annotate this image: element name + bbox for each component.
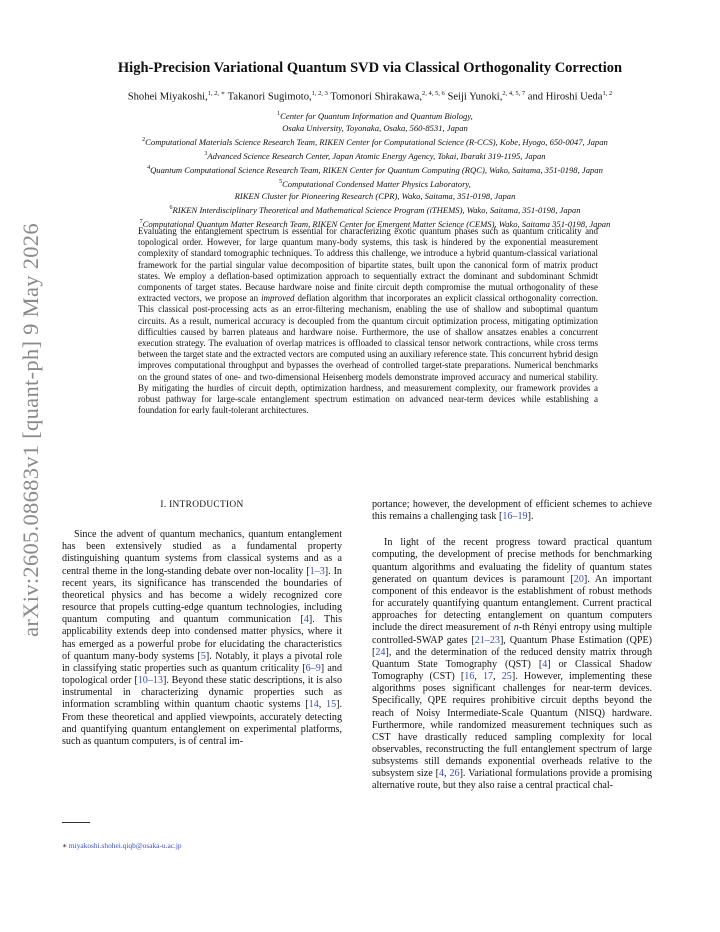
citation-link[interactable]: 26 bbox=[449, 768, 460, 780]
affiliation-line bbox=[55, 108, 695, 122]
paragraph-text: ]. An important component of this endeavor is the establishment of robust methods for accurately quantifying quantum entanglement. Current practical approaches for detecting entanglement on quantum computers include the direct measurement of bbox=[372, 573, 652, 634]
author-affil-sup: 1, 2 bbox=[602, 90, 613, 97]
paragraph-text: ]. Beyond these static descriptions, it is also instrumental in characterizing dynamic properties such as information scrambling within quantum chaotic systems [ bbox=[62, 675, 342, 711]
paragraph-text: , bbox=[474, 671, 483, 683]
citation-link[interactable]: 15 bbox=[326, 699, 337, 711]
affiliation-number: 3 bbox=[204, 151, 208, 157]
affiliation-number: 5 bbox=[279, 178, 283, 185]
citation-link[interactable]: 6–9 bbox=[305, 662, 321, 674]
intro-paragraph bbox=[372, 499, 652, 523]
paragraph-text: , bbox=[493, 671, 502, 683]
affiliation-text: Osaka University, Toyonaka, Osaka, 560-8531, Japan bbox=[282, 122, 468, 133]
paragraph-text: ], Quantum Phase Estimation (QPE) [ bbox=[372, 634, 652, 658]
affiliation-number: 7 bbox=[139, 218, 143, 225]
section-heading: I. INTRODUCTION bbox=[160, 500, 244, 510]
affiliation-text: RIKEN Cluster for Pioneering Research (CPR), Wako, Saitama, 351-0198, Japan bbox=[234, 190, 516, 201]
author-name: Seiji Yunoki, bbox=[447, 91, 503, 103]
citation-link[interactable]: 1–3 bbox=[309, 565, 325, 577]
author-affil-sup: 1, 2, ∗ bbox=[207, 90, 226, 97]
arxiv-identifier: arXiv:2605.08683v1 [quant-ph] 9 May 2026 bbox=[18, 223, 43, 637]
citation-link[interactable]: 4 bbox=[438, 768, 445, 780]
affiliation-text: Computational Quantum Matter Research Team, RIKEN Center for Emergent Matter Science (CEMS), Wako, Saitama 351-0198, Japan bbox=[142, 218, 611, 229]
affiliation-text: RIKEN Interdisciplinary Theoretical and Mathematical Science Program (iTHEMS), Wako, Saitama, 351-0198, Japan bbox=[172, 204, 581, 215]
abstract-text: Evaluating the entanglement spectrum is essential for characterizing exotic quantum phases such as quantum criticality and topological order. However, for large quantum many-body systems, this task is hindered by the exponential measurement complexity of standard tomographic techniques. To address this challenge, we introduce a hybrid quantum-classical variational framework for the partial singular value decomposition of bipartite states, built upon the canonical form of matrix product states. We employ a deflation-based optimization approach to sequentially extract the dominant and subdominant Schmidt components of target states. Because hardware noise and finite circuit depth compromise the mutual orthogonality of these extracted vectors, we propose an bbox=[138, 226, 598, 304]
author-name: and Hiroshi Ueda bbox=[527, 91, 603, 103]
affiliation-text: Advanced Science Research Center, Japan Atomic Energy Agency, Tokai, Ibaraki 319-1195, Japan bbox=[207, 150, 546, 161]
arxiv-sidebar bbox=[6, 223, 56, 637]
affiliation-line bbox=[55, 176, 695, 190]
paragraph-text: ]. However, implementing these algorithms poses significant challenges for near-term devices. Specifically, QPE requires prohibitive circuit depths beyond the reach of Noisy Intermediate-Scale Quantum (NISQ) hardware. Furthermore, while randomized measurement techniques such as CST have drastically reduced sampling complexity for local observables, reconstructing the full entanglement spectrum of large subsystems still demands exponential overheads relative to the subsystem size [ bbox=[372, 671, 652, 780]
affiliation-line bbox=[55, 202, 695, 216]
author-name: Takanori Sugimoto, bbox=[227, 91, 312, 103]
author-list bbox=[50, 89, 690, 103]
paragraph-text: ] or Classical Shadow Tomography (CST) [ bbox=[372, 658, 652, 683]
footnote-rule bbox=[62, 822, 90, 823]
affiliation-number: 4 bbox=[147, 164, 151, 171]
paragraph-text: ]. bbox=[527, 511, 534, 523]
citation-link[interactable]: 16 bbox=[464, 671, 475, 683]
citation-link[interactable]: 10–13 bbox=[137, 675, 163, 687]
affiliation-line bbox=[55, 162, 695, 176]
paragraph-text: ]. Variational formulations provide a promising alternative route, but they also raise a central practical chal- bbox=[372, 768, 652, 792]
intro-paragraph bbox=[372, 537, 652, 792]
affiliation-text: Quantum Computational Science Research Team, RIKEN Center for Quantum Computing (RQC), Wako, Saitama, 351-0198, Japan bbox=[150, 164, 603, 175]
affiliation-number: 6 bbox=[169, 204, 173, 211]
paragraph-text: In light of the recent progress toward practical quantum computing, the development of precise methods for benchmarking quantum algorithms and evaluating the fidelity of quantum states generated on quantum devices is paramount [ bbox=[372, 537, 652, 585]
right-column bbox=[372, 499, 652, 793]
affiliation-text: Computational Materials Science Research Team, RIKEN Center for Computational Science (R-CCS), Kobe, Hyogo, 650-0047, Japan bbox=[145, 136, 608, 147]
abstract bbox=[138, 226, 598, 416]
citation-link[interactable]: 20 bbox=[573, 573, 584, 585]
affiliation-list bbox=[55, 108, 695, 230]
paragraph-text: -th Rényi entropy using multiple controlled-SWAP gates [ bbox=[372, 622, 652, 646]
paragraph-text: Since the advent of quantum mechanics, quantum entanglement has been extensively studied as a fundamental property distinguishing quantum systems from classical systems and as a central theme in the long-standing debate over non-locality [ bbox=[62, 529, 342, 577]
abstract-text: deflation algorithm that incorporates an explicit classical orthogonality correction. This classical post-processing acts as an error-filtering mechanism, enabling the use of shallow and suboptimal quantum circuits. As a result, numerical accuracy is decoupled from the quantum circuit optimization process, mitigating optimization difficulties caused by barren plateaus and hardware noise. Furthermore, the use of shallow ansatzes enables a concurrent execution strategy. The evaluation of overlap matrices is offloaded to classical tensor network contractions, while cross terms between the target state and the extracted vectors are computed using an auxiliary reference state. This concurrent hybrid design improves computational throughput and bypasses the overhead of controlled target-state preparations. Numerical benchmarks on the ground states of one- and two-dimensional Heisenberg models demonstrate improved accuracy and numerical stability. By mitigating the hurdles of circuit depth, optimization hardness, and measurement complexity, our framework provides a robust pathway for large-scale entanglement spectrum estimation on advanced near-term devices while establishing a foundation for early fault-tolerant architectures. bbox=[138, 293, 598, 416]
citation-link[interactable]: 24 bbox=[375, 646, 386, 658]
affiliation-number: 1 bbox=[277, 111, 281, 117]
author-affil-sup: 1, 2, 3 bbox=[311, 90, 328, 97]
math-symbol: n bbox=[513, 622, 519, 634]
citation-link[interactable]: 4 bbox=[542, 658, 548, 670]
author-name: Tomonori Shirakawa, bbox=[330, 91, 423, 103]
paragraph-text: ]. This applicability extends deep into condensed matter physics, where it has emerged as a powerful probe for elucidating the characteristics of quantum many-body systems [ bbox=[62, 614, 342, 662]
citation-link[interactable]: 14 bbox=[308, 699, 319, 711]
paragraph-text: ]. In recent years, its significance has transcended the boundaries of theoretical physics and has become a widely recognized core resource that propels cutting-edge quantum technologies, including quantum computing and quantum communication [ bbox=[62, 565, 342, 626]
author-affil-sup: 2, 4, 5, 6 bbox=[422, 90, 445, 97]
author-affil-sup: 2, 4, 5, 7 bbox=[502, 90, 526, 97]
affiliation-number: 2 bbox=[142, 137, 146, 144]
affiliation-line bbox=[55, 134, 695, 148]
affiliation-line bbox=[55, 190, 695, 202]
paragraph-text: portance; however, the development of efficient schemes to achieve this remains a challenging task [ bbox=[372, 499, 652, 523]
footnote bbox=[62, 841, 182, 850]
author-name: Shohei Miyakoshi, bbox=[127, 91, 208, 103]
citation-link[interactable]: 17 bbox=[483, 671, 494, 683]
citation-link[interactable]: 25 bbox=[501, 671, 512, 683]
citation-link[interactable]: 16–19 bbox=[502, 511, 528, 523]
footnote-mark: ∗ bbox=[62, 841, 68, 850]
paragraph-text: , bbox=[444, 768, 450, 780]
paper-title: High-Precision Variational Quantum SVD via Classical Orthogonality Correction bbox=[117, 60, 623, 76]
paragraph-text: , bbox=[318, 699, 327, 711]
email-link[interactable]: miyakoshi.shohei.qiqb@osaka-u.ac.jp bbox=[68, 841, 182, 850]
abstract-emphasis: improved bbox=[261, 293, 295, 304]
left-column bbox=[62, 499, 342, 748]
paragraph-text: ] and topological order [ bbox=[62, 662, 342, 687]
affiliation-line bbox=[55, 122, 695, 134]
citation-link[interactable]: 5 bbox=[200, 650, 206, 662]
affiliation-text: Center for Quantum Information and Quantum Biology, bbox=[280, 110, 473, 121]
citation-link[interactable]: 4 bbox=[303, 614, 309, 626]
paragraph-text: ]. Notably, it plays a pivotal role in classifying static properties such as quantum criticality [ bbox=[62, 650, 342, 674]
affiliation-text: Computational Condensed Matter Physics Laboratory, bbox=[282, 178, 471, 189]
citation-link[interactable]: 21–23 bbox=[474, 634, 500, 646]
affiliation-line bbox=[55, 148, 695, 162]
intro-paragraph bbox=[62, 529, 342, 748]
paragraph-text: ], and the determination of the reduced density matrix through Quantum State Tomography (QST) [ bbox=[372, 646, 652, 670]
paragraph-text: ]. From these theoretical and applied viewpoints, accurately detecting and quantifying quantum entanglement on experimental platforms, such as quantum computers, is of central im- bbox=[62, 699, 342, 747]
